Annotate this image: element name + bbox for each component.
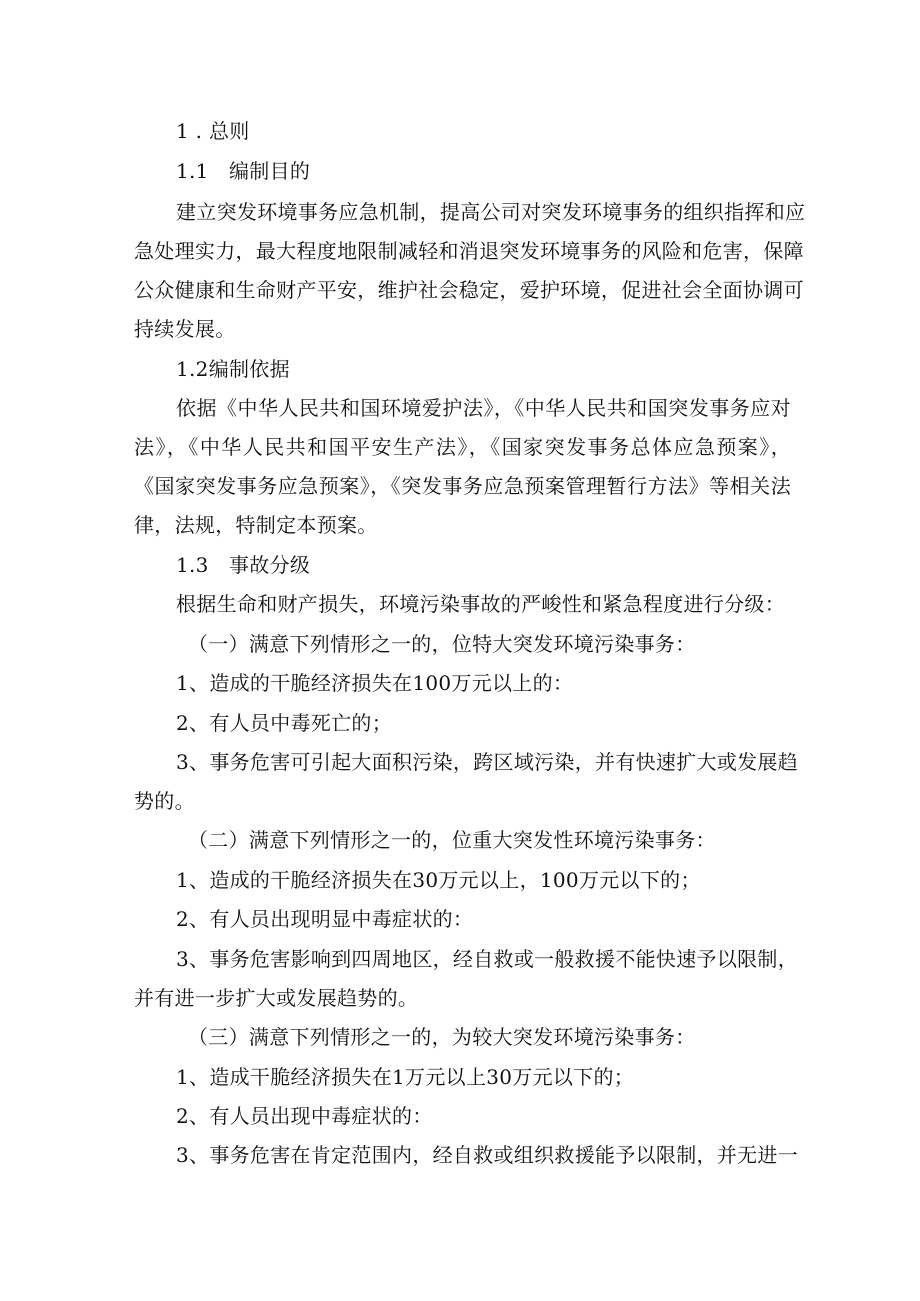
subsection-heading-classification: 1.3 事故分级 [176, 553, 311, 577]
category-heading-1: （一）满意下列情形之一的，位特大突发环境污染事务： [188, 632, 696, 656]
paragraph-line: 法》，《中华人民共和国平安生产法》，《国家突发事务总体应急预案》， [134, 435, 791, 459]
paragraph-line: 公众健康和生命财产平安，维护社会稳定，爱护环境，促进社会全面协调可 [134, 278, 804, 302]
list-item-continuation: 势的。 [134, 789, 195, 813]
category-heading-2: （二）满意下列情形之一的，位重大突发性环境污染事务： [188, 828, 716, 852]
list-item: 3、事务危害在肯定范围内，经自救或组织救援能予以限制，并无进一 [176, 1143, 799, 1167]
list-item: 2、有人员中毒死亡的； [176, 711, 393, 735]
paragraph-line: 《国家突发事务应急预案》，《突发事务应急预案管理暂行方法》等相关法 [134, 474, 791, 498]
paragraph-line: 急处理实力，最大程度地限制减轻和消退突发环境事务的风险和危害，保障 [134, 239, 804, 263]
list-item-continuation: 并有进一步扩大或发展趋势的。 [134, 986, 419, 1010]
list-item: 2、有人员出现中毒症状的： [176, 1104, 433, 1128]
list-item: 1、造成干脆经济损失在1万元以上30万元以下的； [176, 1065, 635, 1089]
paragraph-line: 建立突发环境事务应急机制，提高公司对突发环境事务的组织指挥和应 [176, 200, 806, 224]
paragraph-line: 持续发展。 [134, 317, 236, 341]
list-item: 1、造成的干脆经济损失在100万元以上的： [176, 671, 574, 695]
paragraph-line: 根据生命和财产损失，环境污染事故的严峻性和紧急程度进行分级： [176, 592, 785, 616]
paragraph-line: 律，法规，特制定本预案。 [134, 513, 378, 537]
section-heading-general: 1 . 总则 [176, 119, 250, 143]
list-item: 3、事务危害影响到四周地区，经自救或一般救援不能快速予以限制， [176, 947, 799, 971]
category-heading-3: （三）满意下列情形之一的，为较大突发环境污染事务： [188, 1025, 696, 1049]
list-item: 3、事务危害可引起大面积污染，跨区域污染，并有快速扩大或发展趋 [176, 750, 799, 774]
paragraph-line: 依据《中华人民共和国环境爱护法》，《中华人民共和国突发事务应对 [176, 396, 791, 420]
subsection-heading-basis: 1.2编制依据 [176, 357, 290, 381]
list-item: 1、造成的干脆经济损失在30万元以上，100万元以下的； [176, 868, 701, 892]
subsection-heading-purpose: 1.1 编制目的 [176, 159, 311, 183]
list-item: 2、有人员出现明显中毒症状的： [176, 907, 474, 931]
